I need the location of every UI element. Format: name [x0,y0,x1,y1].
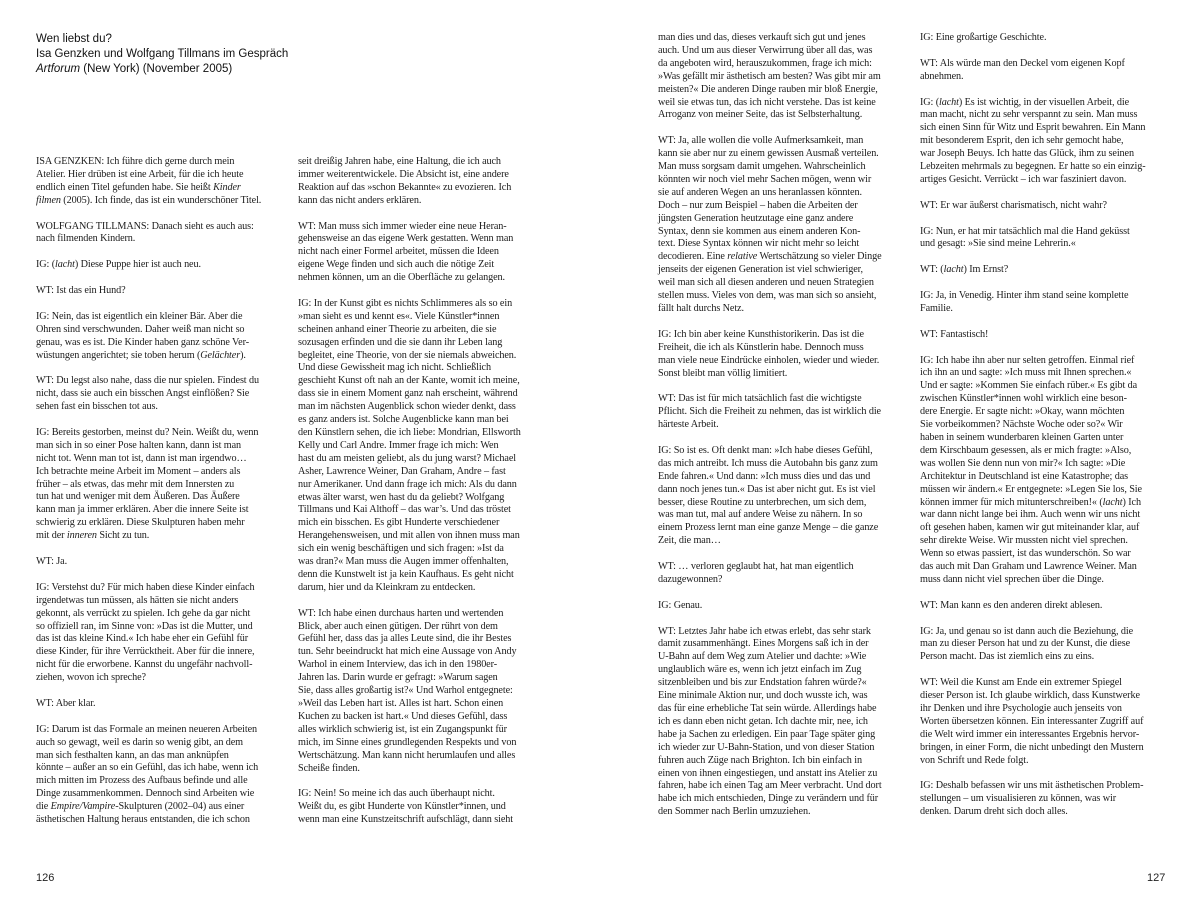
text-run: IG: Nein, das ist eigentlich ein kleiner Bär. Aber die Ohren sind verschwunden. Daher weiß man nicht so genau, was es ist. Die Kinder haben ganz schöne Ver- wüstungen angerichtet; sie toben herum ( [36,310,249,361]
text-run: WT: Man kann es den anderen direkt ablesen. [920,599,1103,611]
text-run: IG: Ich habe ihn aber nur selten getroffen. Einmal rief ich ihn an und sagte: »Ich muss mit Ihnen sprechen.« Und er sagte: »Kommen Sie einfach rüber.« Es gibt da zwischen Künstler*innen wohl wirklich eine beson- dere Energie. Er sagte nicht: »Okay, wann möchten Sie vorbeikommen? Nächste Woche oder so?« Wir haben in seinem wunderbaren kleinen Garten unter dem Kirschbaum gesessen, als er mich fragte: »Also, was wollen Sie denn nun von mir?« Ich sagte: »Die Architektur in Deutschland ist eine Katastrophe; das müssen wir ändern.« Er entgegnete: »Legen Sie los, Sie können immer für mich mitunterschreiben!« ( [920,354,1142,508]
text-run: Wertschätzung so vieler Dinge jenseits der eigenen Generation ist viel schwieriger, weil man sich all diesen anderen und neuen Strategien stellen muss. Vieles von dem, was man sich so ansieht, fällt halt durchs Netz. [658,251,882,315]
text-run: Sicht zu tun. [96,530,150,542]
article-title: Wen liebst du? [36,33,112,45]
paragraph [920,290,1172,316]
text-run: WT: Ja. [36,555,68,567]
paragraph [658,561,908,587]
paragraph [920,626,1172,665]
text-run: ) Es ist wichtig, in der visuellen Arbeit, die man macht, nicht zu sehr verspannt zu sein. Man muss sich einen Sinn für Witz und Esprit bewahren. Ein Mann mit besonderem Esprit, den ich sehr gemocht habe, war Joseph Beuys. Ich hatte das Glück, ihm zu seinen Lebzeiten mehrmals zu begegnen. Er hatte so ein einzig- artiges Gesicht. Verrückt – ich war fasziniert davon. [920,96,1146,185]
article-source [36,62,396,77]
source-publication: Artforum [36,63,81,75]
text-run: WT: Letztes Jahr habe ich etwas erlebt, das sehr stark damit zusammenhängt. Eines Morgens saß ich in der U-Bahn auf dem Weg zum Atelier und dachte: »Wie unglaublich wäre es, wenn ich jetzt einfach im Zug sitzenbleiben und bis zur Endstation fahren würde?« Eine minimale Aktion nur, und doch wusste ich, was das für eine erhebliche Tat sein würde. Allerdings habe ich es dann eben nicht getan. Ich dachte mir, nee, ich habe ja Sachen zu erledigen. Ein paar Tage später ging ich wieder zur U-Bahn-Station, und von dieser Station fuhren auch Züge nach Brighton. Ich bin einfach in einen von ihnen eingestiegen, und anstatt ins Atelier zu fahren, habe ich einen Tag am Meer verbracht. Und dort habe ich mich entschieden, Dinge zu verändern und für den Sommer nach Berlin umzuziehen. [658,625,882,818]
text-run: -Skulpturen (2002–04) aus einer ästhetischen Haltung heraus entstanden, die ich schon [36,801,250,826]
emphasis-text: inneren [66,530,97,542]
text-run: IG: Verstehst du? Für mich haben diese Kinder einfach irgendetwas tun müssen, als hätten sie nicht anders gekonnt, als verrückt zu spielen. Ich gehe da gar nicht so offiziell ran, im Sinne von: »Das ist die Mutter, und das ist das kleine Kind.« Ich habe eher ein Gefühl für diese Kinder, für ihre Verrücktheit. Aber für die innere, nicht für die erworbene. Kannst du ungefähr nachvoll- ziehen, wovon ich spreche? [36,581,255,684]
text-run: (2005). Ich finde, das ist ein wunderschöner Titel. [60,194,262,206]
paragraph [298,608,550,776]
text-run: IG: Deshalb befassen wir uns mit ästhetischen Problem- stellungen – um visualisieren zu können, was wir denken. Darum dreht sich doch alles. [920,780,1144,818]
paragraph [36,375,282,414]
emphasis-text: lacht [1102,496,1123,508]
emphasis-text: lacht [55,259,75,271]
page-number-left: 126 [36,872,55,884]
text-column-1 [36,156,282,840]
paragraph [920,226,1172,252]
text-run: ). [240,349,246,361]
paragraph [658,393,908,432]
text-run: IG: Bereits gestorben, meinst du? Nein. Weißt du, wenn man sich in so einer Pose halten kann, dann ist man nicht tot. Wenn man tot ist, dann ist man irgendwo… Ich betrachte meine Arbeit im Moment – anders als früher – als etwas, das mehr mit dem Innersten zu tun hat und weniger mit dem Äußeren. Das Äußere kann man ja immer erklären. Aber die innere Seite ist schwierig zu erklären. Diese Skulpturen haben mehr mit der [36,426,259,542]
paragraph [658,600,908,613]
text-run: IG: Darum ist das Formale an meinen neueren Arbeiten auch so gewagt, weil es darin so wenig gibt, an dem man sich festhalten kann, an das man anknüpfen könnte – außer an so ein Gefühl, das ich habe, wenn ich mich mitten im Prozess des Aufbaus befinde und alle Dinge zusammenkommen. Dennoch sind Arbeiten wie die [36,723,259,813]
text-run: ) Ich war dann nicht lange bei ihm. Auch wenn wir uns nicht oft gesehen haben, kamen wir gut miteinander klar, auf sehr direkte Weise. Wir mussten nicht viel sprechen. Wenn so etwas passiert, ist das wunderschön. So war das auch mit Dan Graham und Lawrence Weiner. Man muss dann nicht viel sprechen über die Dinge. [920,496,1141,585]
paragraph [36,221,282,247]
paragraph [658,32,908,122]
text-run: WT: … verloren geglaubt hat, hat man eigentlich dazugewonnen? [658,561,854,585]
paragraph [36,427,282,543]
paragraph [658,445,908,548]
paragraph [920,329,1172,342]
text-run: man dies und das, dieses verkauft sich gut und jenes auch. Und um aus dieser Verwirrung über all das, was da angeboten wird, herauszukommen, frage ich mich: »Was gefällt mir ästhetisch am besten? Was gibt mir am meisten?« Die anderen Dinge rauben mir bloß Energie, weil sie etwas tun, das ich nicht verstehe. Das ist keine Arroganz von meiner Seite, das ist Selbsterhaltung. [658,32,881,121]
text-run: IG: Eine großartige Geschichte. [920,32,1047,43]
text-run: WOLFGANG TILLMANS: Danach sieht es auch aus: nach filmenden Kindern. [36,220,254,245]
emphasis-text: lacht [939,96,959,108]
paragraph [920,32,1172,45]
source-details: (New York) (November 2005) [80,63,233,75]
paragraph [920,780,1172,819]
emphasis-text: Empire/Vampire [50,801,116,813]
paragraph [298,788,550,827]
text-run: IG: In der Kunst gibt es nichts Schlimmeres als so ein »man sieht es und kennt es«. Viele Künstler*innen scheinen anhand einer Theorie zu arbeiten, die sie sozusagen erfinden und die sie dann ihr Leben lang begleitet, eine Theorie, von der sie niemals abweichen. Und diese Gewissheit mag ich nicht. Schließlich geschieht Kunst oft nah an der Kante, womit ich meine, dass sie in einem Moment ganz nah erscheint, während man im nächsten Augenblick schon wieder denkt, dass es ganz anders ist. Solche Augenblicke kann man bei den Künstlern sehen, die ich liebe: Mondrian, Ellsworth Kelly und Carl Andre. Immer frage ich mich: Wen hast du am meisten geliebt, als du jung warst? Michael Asher, Lawrence Weiner, Dan Graham, Andre – fast nur Amerikaner. Und dann frage ich mich: Als du dann etwas älter warst, wen hast du da geliebt? Wolfgang Tillmans und Kai Althoff – das war’s. Und das tröstet mich ein bisschen. Es gibt Hunderte verschiedener Herangehensweisen, und mit allen von ihnen muss man sich ein wenig beschäftigen und sich fragen: »Ist da was dran?« Man muss die Augen immer offenhalten, denn die Kunstwelt ist ja kein Kaufhaus. Es geht nicht darum, hier und da Kleinkram zu entdecken. [298,297,521,593]
paragraph [920,97,1172,187]
text-run: seit dreißig Jahren habe, eine Haltung, die ich auch immer weiterentwickele. Die Absicht ist, eine andere Reaktion auf das »schon Bekannte« zu evozieren. Ich kann das nicht anders erklären. [298,156,512,206]
text-run: WT: Als würde man den Deckel vom eigenen Kopf abnehmen. [920,57,1125,82]
text-run: IG: Ich bin aber keine Kunsthistorikerin. Das ist die Freiheit, die ich als Künstlerin habe. Dennoch muss man viele neue Eindrücke einholen, wieder und wieder. Sonst bleibt man völlig limitiert. [658,328,880,379]
paragraph [36,556,282,569]
text-run: ) Im Ernst? [963,264,1009,276]
paragraph [36,259,282,272]
text-run: IG: ( [36,259,56,271]
emphasis-text: lacht [943,264,964,276]
paragraph [298,221,550,286]
text-run: WT: Das ist für mich tatsächlich fast die wichtigste Pflicht. Sich die Freiheit zu nehmen, das ist wirklich die härteste Arbeit. [658,393,881,431]
paragraph [658,135,908,316]
paragraph [920,264,1172,277]
paragraph [920,600,1172,613]
text-run: WT: Ja, alle wollen die volle Aufmerksamkeit, man kann sie aber nur zu einem gewissen Ausmaß verteilen. Man muss sorgsam damit umgehen. Wahrscheinlich könnten wir noch viel mehr Sachen mögen, wenn wir sie auf anderen Wegen an uns heranlassen könnten. Doch – nur zum Beispiel – haben die Arbeiten der jüngsten Generation heutzutage eine ganz andere Syntax, denn sie kommen aus einem anderen Kon- text. Diese Syntax können wir nicht mehr so leicht decodieren. Eine [658,135,879,263]
page-number-right: 127 [1147,872,1166,884]
emphasis-text: Kinder filmen [36,181,241,206]
text-run: WT: Aber klar. [36,697,96,709]
text-run: IG: Nein! So meine ich das auch überhaupt nicht. Weißt du, es gibt Hunderte von Künstler*innen, und wenn man eine Kunstzeitschrift aufschlägt, dann sieht [298,788,513,826]
paragraph [658,329,908,381]
paragraph [36,156,282,208]
paragraph [36,582,282,685]
text-run: IG: ( [920,96,940,108]
text-run: WT: Ich habe einen durchaus harten und wertenden Blick, aber auch einen gütigen. Der rührt von dem Gefühl her, dass das ja alles Leute sind, die ihr Bestes tun. Sehr beeindruckt hat mich eine Aussage von Andy Warhol in einem Interview, das ich in den 1980er- Jahren las. Darin wurde er gefragt: »Warum sagen Sie, dass alles großartig ist?« Und Warhol entgegnete: »Weil das Leben hart ist. Alles ist hart. Schon einen Kuchen zu backen ist hart.« Und dieses Gefühl, dass alles wirklich schwierig ist, ist ein Zugangspunkt für mich, im Sinne eines grundlegenden Respekts und von Wertschätzung. Man kann nicht herumlaufen und alles Scheiße finden. [298,607,517,774]
text-run: IG: Nun, er hat mir tatsächlich mal die Hand geküsst und gesagt: »Sie sind meine Lehrerin.« [920,225,1130,250]
text-run: ) Diese Puppe hier ist auch neu. [74,259,201,271]
paragraph [36,311,282,363]
paragraph [658,626,908,820]
paragraph [298,298,550,595]
text-run: WT: ( [920,264,944,276]
text-column-4 [920,32,1172,832]
text-run: WT: Er war äußerst charismatisch, nicht wahr? [920,199,1107,211]
emphasis-text: Gelächter [200,349,241,361]
article-subtitle: Isa Genzken und Wolfgang Tillmans im Gespräch [36,48,289,60]
paragraph [920,200,1172,213]
text-run: WT: Man muss sich immer wieder eine neue Heran- gehensweise an das eigene Werk gestatten. Wenn man nicht nach einer Formel arbeitet, müssen die Ideen eigene Wege finden und sich auch die nötige Zeit nehmen können, um an die Oberfläche zu gelangen. [298,220,514,284]
text-run: WT: Du legst also nahe, dass die nur spielen. Findest du nicht, dass sie auch ein bisschen Angst einflößen? Sie sehen fast ein bisschen tot aus. [36,375,259,413]
text-run: WT: Fantastisch! [920,328,989,340]
paragraph [920,677,1172,767]
text-run: WT: Weil die Kunst am Ende ein extremer Spiegel dieser Person ist. Ich glaube wirklich, dass Kunstwerke ihr Denken und ihre Psychologie auch jenseits von Worten übersetzen können. Ein interessanter Zugriff auf die Welt wird immer ein interessantes Ergebnis hervor- bringen, in einer Form, die nicht unbedingt den Mustern von Schrift und Rede folgt. [920,677,1144,766]
text-run: IG: So ist es. Oft denkt man: »Ich habe dieses Gefühl, das mich antreibt. Ich muss die Autobahn bis ganz zum Ende fahren.« Und dann: »Ich muss dies und das und dann noch jenes tun.« Das ist aber nicht gut. Es ist viel besser, diese Routine zu unterbrechen, um sich dem, was man tut, mal auf andere Weise zu nähern. In so einem Prozess lernt man eine ganze Menge – die ganze Zeit, die man… [658,444,879,547]
text-column-3 [658,32,908,832]
text-run: IG: Ja, und genau so ist dann auch die Beziehung, die man zu dieser Person hat und zu der Kunst, die diese Person macht. Das ist ziemlich eins zu eins. [920,625,1134,663]
paragraph [36,724,282,827]
text-column-2 [298,156,550,840]
paragraph [920,355,1172,587]
paragraph [36,698,282,711]
emphasis-text: relative [727,251,758,263]
text-run: ISA GENZKEN: Ich führe dich gerne durch mein Atelier. Hier drüben ist eine Arbeit, für die ich heute endlich einen Titel gefunden habe. Sie heißt [36,156,244,193]
text-run: WT: Ist das ein Hund? [36,285,126,297]
paragraph [36,285,282,298]
paragraph [920,58,1172,84]
text-run: IG: Genau. [658,599,703,611]
paragraph [298,156,550,208]
text-run: IG: Ja, in Venedig. Hinter ihm stand seine komplette Familie. [920,290,1129,314]
article-header [36,32,396,77]
